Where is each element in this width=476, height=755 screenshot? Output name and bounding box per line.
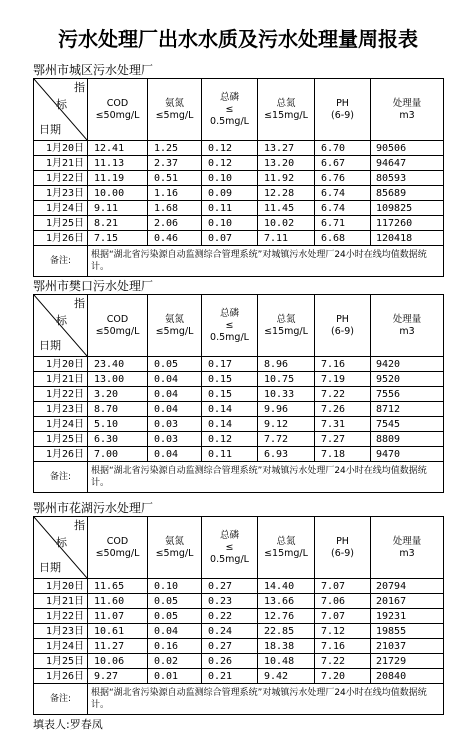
section-title: 鄂州市花湖污水处理厂 bbox=[33, 501, 154, 515]
cell-tn: 7.72 bbox=[258, 432, 315, 447]
cell-tn: 12.28 bbox=[258, 186, 315, 201]
cell-nh3: 1.68 bbox=[148, 201, 202, 216]
cell-cod: 6.30 bbox=[88, 432, 148, 447]
cell-flow: 20794 bbox=[371, 579, 444, 594]
cell-tp: 0.15 bbox=[202, 372, 258, 387]
cell-cod: 11.07 bbox=[88, 609, 148, 624]
cell-nh3: 1.25 bbox=[148, 141, 202, 156]
cell-nh3: 0.05 bbox=[148, 357, 202, 372]
cell-ph: 6.74 bbox=[315, 201, 371, 216]
cell-nh3: 2.06 bbox=[148, 216, 202, 231]
cell-ph: 6.74 bbox=[315, 186, 371, 201]
cell-cod: 10.00 bbox=[88, 186, 148, 201]
note-text: 根据“湖北省污染源自动监测综合管理系统”对城镇污水处理厂24小时在线均值数据统计。 bbox=[88, 462, 444, 493]
cell-ph: 7.20 bbox=[315, 669, 371, 684]
cell-nh3: 0.05 bbox=[148, 609, 202, 624]
cell-flow: 9470 bbox=[371, 447, 444, 462]
cell-ph: 7.19 bbox=[315, 372, 371, 387]
cell-ph: 7.12 bbox=[315, 624, 371, 639]
header-tp-line: 总磷 bbox=[219, 307, 239, 319]
cell-tn: 10.75 bbox=[258, 372, 315, 387]
table-row bbox=[34, 579, 444, 594]
cell-nh3: 0.03 bbox=[148, 417, 202, 432]
cell-cod: 11.19 bbox=[88, 171, 148, 186]
header-indicator-label-2: 标 bbox=[56, 98, 67, 111]
cell-tp: 0.22 bbox=[202, 609, 258, 624]
cell-flow: 20840 bbox=[371, 669, 444, 684]
cell-date: 1月21日 bbox=[34, 594, 88, 609]
cell-tn: 10.48 bbox=[258, 654, 315, 669]
header-flow-line: 处理量 bbox=[392, 535, 422, 547]
header-nh3-line: ≤5mg/L bbox=[155, 547, 194, 559]
cell-ph: 7.06 bbox=[315, 594, 371, 609]
cell-date: 1月24日 bbox=[34, 201, 88, 216]
table-row bbox=[34, 609, 444, 624]
cell-flow: 120418 bbox=[371, 231, 444, 246]
cell-tp: 0.23 bbox=[202, 594, 258, 609]
header-flow-line: 处理量 bbox=[392, 313, 422, 325]
cell-date: 1月21日 bbox=[34, 156, 88, 171]
cell-tp: 0.26 bbox=[202, 654, 258, 669]
cell-ph: 6.70 bbox=[315, 141, 371, 156]
cell-flow: 9420 bbox=[371, 357, 444, 372]
table-row bbox=[34, 156, 444, 171]
header-indicator-label-2: 标 bbox=[56, 314, 67, 327]
cell-tn: 10.33 bbox=[258, 387, 315, 402]
cell-tn: 9.12 bbox=[258, 417, 315, 432]
cell-flow: 8809 bbox=[371, 432, 444, 447]
cell-nh3: 0.03 bbox=[148, 432, 202, 447]
header-tn bbox=[258, 517, 315, 579]
header-cod bbox=[88, 517, 148, 579]
cell-flow: 21037 bbox=[371, 639, 444, 654]
cell-ph: 7.27 bbox=[315, 432, 371, 447]
header-nh3-line: ≤5mg/L bbox=[155, 109, 194, 121]
cell-ph: 7.26 bbox=[315, 402, 371, 417]
cell-nh3: 0.51 bbox=[148, 171, 202, 186]
cell-nh3: 0.02 bbox=[148, 654, 202, 669]
table-row bbox=[34, 372, 444, 387]
diagonal-header-cell bbox=[34, 517, 88, 579]
header-date-label: 日期 bbox=[39, 123, 61, 136]
note-row bbox=[34, 462, 444, 493]
cell-flow: 8712 bbox=[371, 402, 444, 417]
report-table bbox=[33, 516, 444, 715]
diagonal-header-cell bbox=[34, 295, 88, 357]
cell-flow: 90506 bbox=[371, 141, 444, 156]
table-row bbox=[34, 639, 444, 654]
header-date-label: 日期 bbox=[39, 339, 61, 352]
cell-nh3: 0.04 bbox=[148, 402, 202, 417]
cell-nh3: 0.10 bbox=[148, 579, 202, 594]
cell-tp: 0.14 bbox=[202, 402, 258, 417]
header-nh3 bbox=[148, 295, 202, 357]
header-tp bbox=[202, 517, 258, 579]
diagonal-header-cell bbox=[34, 79, 88, 141]
table-row bbox=[34, 231, 444, 246]
cell-flow: 7545 bbox=[371, 417, 444, 432]
cell-ph: 7.31 bbox=[315, 417, 371, 432]
cell-tp: 0.21 bbox=[202, 669, 258, 684]
filler-name: 填表人:罗春凤 bbox=[33, 718, 103, 731]
table-row bbox=[34, 417, 444, 432]
cell-cod: 7.00 bbox=[88, 447, 148, 462]
cell-nh3: 1.16 bbox=[148, 186, 202, 201]
note-label: 备注: bbox=[34, 246, 88, 277]
cell-tn: 6.93 bbox=[258, 447, 315, 462]
note-label: 备注: bbox=[34, 462, 88, 493]
cell-nh3: 0.04 bbox=[148, 372, 202, 387]
table-row bbox=[34, 669, 444, 684]
header-ph-line: (6-9) bbox=[331, 325, 354, 337]
header-indicator-label: 指 bbox=[74, 297, 85, 310]
header-ph-line: PH bbox=[336, 535, 349, 547]
header-nh3 bbox=[148, 517, 202, 579]
note-row bbox=[34, 684, 444, 715]
cell-tp: 0.14 bbox=[202, 417, 258, 432]
table-row bbox=[34, 387, 444, 402]
cell-tp: 0.15 bbox=[202, 387, 258, 402]
cell-date: 1月25日 bbox=[34, 432, 88, 447]
section-title: 鄂州市城区污水处理厂 bbox=[33, 63, 154, 77]
cell-cod: 7.15 bbox=[88, 231, 148, 246]
cell-nh3: 0.04 bbox=[148, 624, 202, 639]
header-cod-line: COD bbox=[106, 535, 129, 547]
cell-date: 1月23日 bbox=[34, 186, 88, 201]
cell-date: 1月22日 bbox=[34, 387, 88, 402]
cell-nh3: 2.37 bbox=[148, 156, 202, 171]
cell-date: 1月26日 bbox=[34, 447, 88, 462]
cell-date: 1月20日 bbox=[34, 579, 88, 594]
header-tp-line: ≤ bbox=[225, 319, 234, 331]
header-cod-line: ≤50mg/L bbox=[95, 325, 140, 337]
header-indicator-label: 指 bbox=[74, 519, 85, 532]
cell-date: 1月26日 bbox=[34, 231, 88, 246]
cell-date: 1月23日 bbox=[34, 402, 88, 417]
note-label: 备注: bbox=[34, 684, 88, 715]
cell-nh3: 0.01 bbox=[148, 669, 202, 684]
header-flow bbox=[371, 295, 444, 357]
header-date-label: 日期 bbox=[39, 561, 61, 574]
cell-cod: 10.61 bbox=[88, 624, 148, 639]
header-ph-line: PH bbox=[336, 313, 349, 325]
header-cod-line: COD bbox=[106, 97, 129, 109]
cell-ph: 6.76 bbox=[315, 171, 371, 186]
cell-date: 1月24日 bbox=[34, 639, 88, 654]
header-cod bbox=[88, 295, 148, 357]
report-table bbox=[33, 294, 444, 493]
cell-tp: 0.11 bbox=[202, 201, 258, 216]
cell-flow: 80593 bbox=[371, 171, 444, 186]
cell-date: 1月22日 bbox=[34, 171, 88, 186]
cell-cod: 12.41 bbox=[88, 141, 148, 156]
header-nh3-line: ≤5mg/L bbox=[155, 325, 194, 337]
cell-date: 1月24日 bbox=[34, 417, 88, 432]
cell-cod: 11.13 bbox=[88, 156, 148, 171]
header-ph bbox=[315, 295, 371, 357]
cell-tp: 0.12 bbox=[202, 141, 258, 156]
header-cod bbox=[88, 79, 148, 141]
cell-nh3: 0.16 bbox=[148, 639, 202, 654]
cell-tn: 8.96 bbox=[258, 357, 315, 372]
cell-tn: 11.45 bbox=[258, 201, 315, 216]
cell-tp: 0.27 bbox=[202, 639, 258, 654]
cell-tp: 0.09 bbox=[202, 186, 258, 201]
cell-tp: 0.24 bbox=[202, 624, 258, 639]
cell-date: 1月25日 bbox=[34, 216, 88, 231]
cell-ph: 6.67 bbox=[315, 156, 371, 171]
cell-cod: 11.65 bbox=[88, 579, 148, 594]
cell-cod: 9.11 bbox=[88, 201, 148, 216]
cell-date: 1月25日 bbox=[34, 654, 88, 669]
cell-cod: 23.40 bbox=[88, 357, 148, 372]
header-tp-line: 0.5mg/L bbox=[210, 115, 249, 127]
header-indicator-label: 指 bbox=[74, 81, 85, 94]
cell-nh3: 0.04 bbox=[148, 387, 202, 402]
cell-date: 1月21日 bbox=[34, 372, 88, 387]
header-tn-line: ≤15mg/L bbox=[264, 325, 308, 337]
cell-date: 1月26日 bbox=[34, 669, 88, 684]
cell-cod: 9.27 bbox=[88, 669, 148, 684]
cell-flow: 19231 bbox=[371, 609, 444, 624]
cell-flow: 21729 bbox=[371, 654, 444, 669]
header-flow-line: m3 bbox=[399, 547, 415, 559]
table-header-row bbox=[34, 79, 444, 141]
cell-tp: 0.11 bbox=[202, 447, 258, 462]
cell-flow: 109825 bbox=[371, 201, 444, 216]
table-row bbox=[34, 654, 444, 669]
table-row bbox=[34, 447, 444, 462]
table-row bbox=[34, 171, 444, 186]
cell-tn: 9.42 bbox=[258, 669, 315, 684]
header-flow-line: m3 bbox=[399, 325, 415, 337]
table-row bbox=[34, 624, 444, 639]
header-ph bbox=[315, 517, 371, 579]
header-tn bbox=[258, 295, 315, 357]
note-row bbox=[34, 246, 444, 277]
cell-tp: 0.12 bbox=[202, 432, 258, 447]
header-cod-line: ≤50mg/L bbox=[95, 109, 140, 121]
cell-flow: 117260 bbox=[371, 216, 444, 231]
table-row bbox=[34, 594, 444, 609]
report-title: 污水处理厂出水水质及污水处理量周报表 bbox=[58, 27, 418, 51]
cell-tp: 0.17 bbox=[202, 357, 258, 372]
cell-tn: 14.40 bbox=[258, 579, 315, 594]
cell-cod: 5.10 bbox=[88, 417, 148, 432]
cell-ph: 7.22 bbox=[315, 387, 371, 402]
header-ph bbox=[315, 79, 371, 141]
header-nh3 bbox=[148, 79, 202, 141]
cell-tp: 0.07 bbox=[202, 231, 258, 246]
cell-ph: 7.18 bbox=[315, 447, 371, 462]
header-tp-line: ≤ bbox=[225, 541, 234, 553]
header-ph-line: PH bbox=[336, 97, 349, 109]
cell-tn: 13.66 bbox=[258, 594, 315, 609]
cell-tn: 18.38 bbox=[258, 639, 315, 654]
cell-cod: 8.70 bbox=[88, 402, 148, 417]
cell-tp: 0.10 bbox=[202, 171, 258, 186]
cell-cod: 10.06 bbox=[88, 654, 148, 669]
header-tn bbox=[258, 79, 315, 141]
cell-flow: 9520 bbox=[371, 372, 444, 387]
cell-tn: 11.92 bbox=[258, 171, 315, 186]
note-text: 根据“湖北省污染源自动监测综合管理系统”对城镇污水处理厂24小时在线均值数据统计。 bbox=[88, 684, 444, 715]
header-tp-line: 总磷 bbox=[219, 91, 239, 103]
table-row bbox=[34, 186, 444, 201]
cell-ph: 6.71 bbox=[315, 216, 371, 231]
cell-tp: 0.27 bbox=[202, 579, 258, 594]
cell-flow: 20167 bbox=[371, 594, 444, 609]
header-nh3-line: 氨氮 bbox=[164, 313, 184, 325]
header-tn-line: 总氮 bbox=[276, 313, 296, 325]
cell-tn: 22.85 bbox=[258, 624, 315, 639]
header-tn-line: ≤15mg/L bbox=[264, 547, 308, 559]
section-title: 鄂州市樊口污水处理厂 bbox=[33, 279, 154, 293]
table-row bbox=[34, 432, 444, 447]
cell-tn: 12.76 bbox=[258, 609, 315, 624]
cell-ph: 7.16 bbox=[315, 357, 371, 372]
table-row bbox=[34, 216, 444, 231]
report-table bbox=[33, 78, 444, 277]
header-tn-line: 总氮 bbox=[276, 97, 296, 109]
cell-tn: 13.20 bbox=[258, 156, 315, 171]
cell-cod: 8.21 bbox=[88, 216, 148, 231]
cell-tp: 0.12 bbox=[202, 156, 258, 171]
header-ph-line: (6-9) bbox=[331, 547, 354, 559]
cell-tp: 0.10 bbox=[202, 216, 258, 231]
cell-tn: 10.02 bbox=[258, 216, 315, 231]
cell-flow: 7556 bbox=[371, 387, 444, 402]
header-indicator-label-2: 标 bbox=[56, 536, 67, 549]
header-tn-line: ≤15mg/L bbox=[264, 109, 308, 121]
header-tp-line: 0.5mg/L bbox=[210, 331, 249, 343]
header-flow-line: 处理量 bbox=[392, 97, 422, 109]
cell-cod: 11.27 bbox=[88, 639, 148, 654]
cell-cod: 3.20 bbox=[88, 387, 148, 402]
header-nh3-line: 氨氮 bbox=[164, 97, 184, 109]
header-tp-line: 总磷 bbox=[219, 529, 239, 541]
cell-nh3: 0.04 bbox=[148, 447, 202, 462]
header-ph-line: (6-9) bbox=[331, 109, 354, 121]
table-row bbox=[34, 141, 444, 156]
cell-ph: 7.07 bbox=[315, 609, 371, 624]
header-tp-line: ≤ bbox=[225, 103, 234, 115]
header-nh3-line: 氨氮 bbox=[164, 535, 184, 547]
cell-nh3: 0.05 bbox=[148, 594, 202, 609]
table-header-row bbox=[34, 517, 444, 579]
cell-cod: 11.60 bbox=[88, 594, 148, 609]
cell-flow: 94647 bbox=[371, 156, 444, 171]
cell-flow: 19855 bbox=[371, 624, 444, 639]
header-flow bbox=[371, 79, 444, 141]
cell-flow: 85689 bbox=[371, 186, 444, 201]
header-cod-line: ≤50mg/L bbox=[95, 547, 140, 559]
table-row bbox=[34, 357, 444, 372]
header-flow bbox=[371, 517, 444, 579]
cell-tn: 7.11 bbox=[258, 231, 315, 246]
header-tp-line: 0.5mg/L bbox=[210, 553, 249, 565]
header-tp bbox=[202, 79, 258, 141]
table-row bbox=[34, 402, 444, 417]
cell-date: 1月20日 bbox=[34, 357, 88, 372]
header-tn-line: 总氮 bbox=[276, 535, 296, 547]
cell-ph: 7.16 bbox=[315, 639, 371, 654]
cell-ph: 7.22 bbox=[315, 654, 371, 669]
table-row bbox=[34, 201, 444, 216]
cell-date: 1月23日 bbox=[34, 624, 88, 639]
table-header-row bbox=[34, 295, 444, 357]
cell-nh3: 0.46 bbox=[148, 231, 202, 246]
cell-date: 1月22日 bbox=[34, 609, 88, 624]
cell-ph: 6.68 bbox=[315, 231, 371, 246]
header-cod-line: COD bbox=[106, 313, 129, 325]
header-tp bbox=[202, 295, 258, 357]
cell-date: 1月20日 bbox=[34, 141, 88, 156]
header-flow-line: m3 bbox=[399, 109, 415, 121]
cell-tn: 13.27 bbox=[258, 141, 315, 156]
cell-cod: 13.00 bbox=[88, 372, 148, 387]
note-text: 根据“湖北省污染源自动监测综合管理系统”对城镇污水处理厂24小时在线均值数据统计。 bbox=[88, 246, 444, 277]
cell-tn: 9.96 bbox=[258, 402, 315, 417]
cell-ph: 7.07 bbox=[315, 579, 371, 594]
